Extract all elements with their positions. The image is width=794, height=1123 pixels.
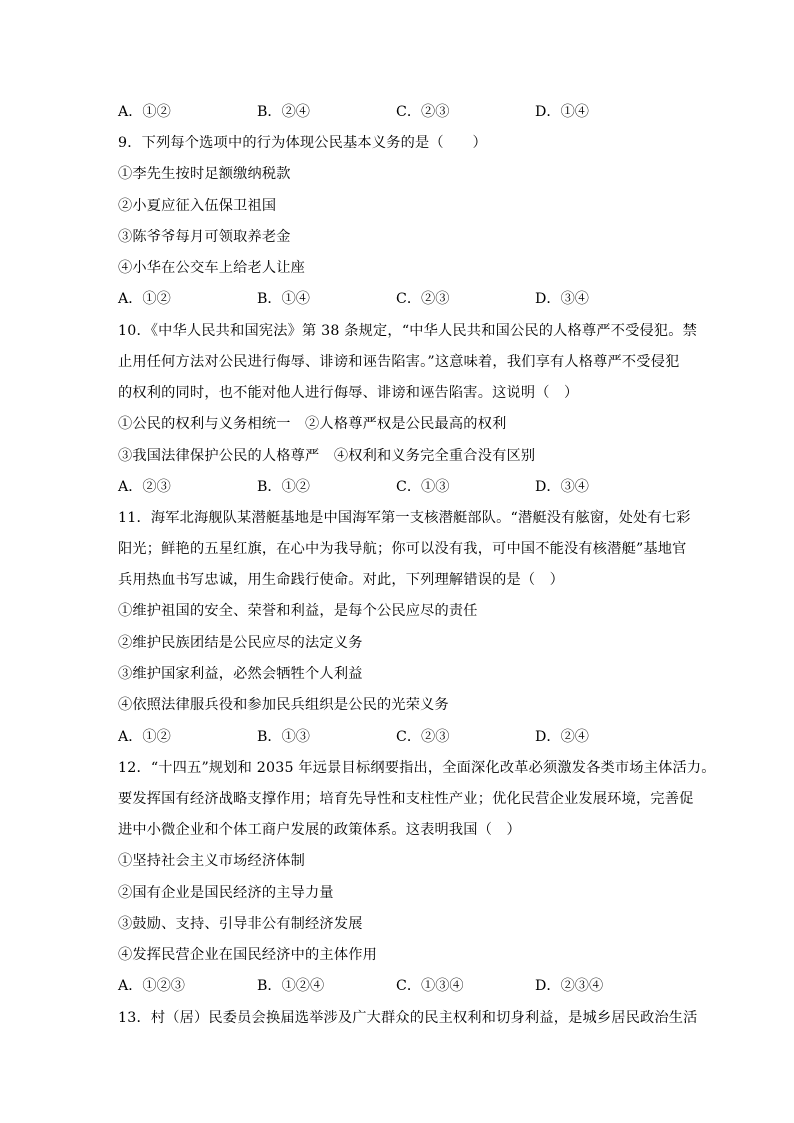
q9-option-c: C．②③ — [396, 291, 450, 307]
q11-option-b: B．①③ — [257, 729, 310, 745]
q13-stem-line-1: 13．村（居）民委员会换届选举涉及广大群众的民主权利和切身利益，是城乡居民政治生活 — [118, 1010, 698, 1026]
q10-stem-line-1: 10．《中华人民共和国宪法》第 38 条规定，“中华人民共和国公民的人格尊严不受侵犯。禁 — [118, 323, 698, 339]
q11-item-3: ③维护国家利益，必然会牺牲个人利益 — [118, 666, 363, 682]
q12-option-d: D．②③④ — [535, 978, 604, 994]
q9-option-b: B．①④ — [257, 291, 310, 307]
q11-option-a: A．①② — [118, 729, 171, 745]
q10-option-d: D．③④ — [535, 479, 589, 495]
q9-options — [118, 289, 678, 309]
q9-item-3: ③陈爷爷每月可领取养老金 — [118, 229, 291, 245]
q11-item-2: ②维护民族团结是公民应尽的法定义务 — [118, 635, 363, 651]
q12-option-b: B．①②④ — [257, 978, 325, 994]
q10-item-2: ③我国法律保护公民的人格尊严 ④权利和义务完全重合没有区别 — [118, 448, 536, 464]
q12-options — [118, 976, 678, 996]
q10-stem-line-3: 的权利的同时，也不能对他人进行侮辱、诽谤和诬告陷害。这说明（ ） — [118, 385, 579, 401]
q10-item-1: ①公民的权利与义务相统一 ②人格尊严权是公民最高的权利 — [118, 416, 507, 432]
q10-option-c: C．①③ — [396, 479, 450, 495]
q11-item-4: ④依照法律服兵役和参加民兵组织是公民的光荣义务 — [118, 697, 449, 713]
q11-options — [118, 727, 678, 747]
q11-option-c: C．②③ — [396, 729, 450, 745]
q12-stem-line-3: 进中小微企业和个体工商户发展的政策体系。这表明我国（ ） — [118, 822, 521, 838]
q9-option-d: D．③④ — [535, 291, 589, 307]
q8-options — [118, 102, 678, 122]
q8-option-d: D．①④ — [535, 104, 589, 120]
q10-stem-line-2: 止用任何方法对公民进行侮辱、诽谤和诬告陷害。”这意味着，我们享有人格尊严不受侵犯 — [118, 354, 680, 370]
q8-option-c: C．②③ — [396, 104, 450, 120]
q12-item-3: ③鼓励、支持、引导非公有制经济发展 — [118, 916, 363, 932]
q9-option-a: A．①② — [118, 291, 171, 307]
q12-item-2: ②国有企业是国民经济的主导力量 — [118, 885, 334, 901]
q11-item-1: ①维护祖国的安全、荣誉和利益，是每个公民应尽的责任 — [118, 603, 478, 619]
q12-stem-line-2: 要发挥国有经济战略支撑作用；培育先导性和支柱性产业；优化民营企业发展环境，完善促 — [118, 791, 694, 807]
q8-option-b: B．②④ — [257, 104, 310, 120]
q10-option-b: B．①② — [257, 479, 310, 495]
q11-stem-line-1: 11．海军北海舰队某潜艇基地是中国海军第一支核潜艇部队。“潜艇没有舷窗，处处有七彩 — [118, 510, 691, 526]
q11-stem-line-2: 阳光；鲜艳的五星红旗，在心中为我导航；你可以没有我，可中国不能没有核潜艇”基地官 — [118, 541, 687, 557]
q8-option-a: A．①② — [118, 104, 171, 120]
q12-option-a: A．①②③ — [118, 978, 185, 994]
q9-item-2: ②小夏应征入伍保卫祖国 — [118, 198, 277, 214]
q11-option-d: D．②④ — [535, 729, 589, 745]
q10-options — [118, 477, 678, 497]
q9-stem: 9．下列每个选项中的行为体现公民基本义务的是（ ） — [118, 135, 487, 151]
q11-stem-line-3: 兵用热血书写忠诚，用生命践行使命。对此，下列理解错误的是（ ） — [118, 572, 565, 588]
q10-option-a: A．②③ — [118, 479, 171, 495]
q9-item-1: ①李先生按时足额缴纳税款 — [118, 166, 291, 182]
q9-item-4: ④小华在公交车上给老人让座 — [118, 260, 306, 276]
q12-stem-line-1: 12．“十四五”规划和 2035 年远景目标纲要指出，全面深化改革必须激发各类市场主体活力。 — [118, 760, 716, 776]
q12-item-4: ④发挥民营企业在国民经济中的主体作用 — [118, 947, 377, 963]
q12-item-1: ①坚持社会主义市场经济体制 — [118, 853, 306, 869]
q12-option-c: C．①③④ — [396, 978, 464, 994]
